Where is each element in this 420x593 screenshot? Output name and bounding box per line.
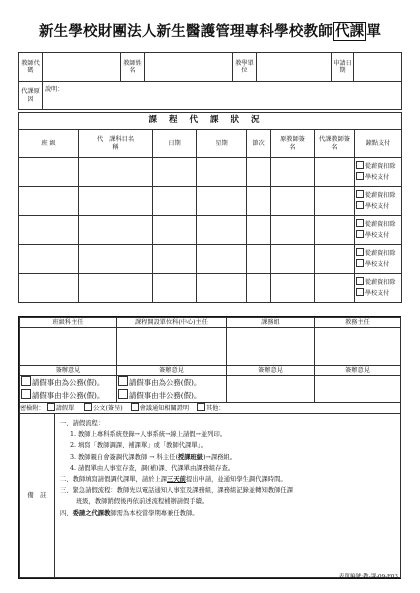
checkbox-attach-leave[interactable]: [47, 403, 55, 411]
note-line: 班級，教師銷假後再依前述流程補辦請假手續。: [76, 498, 209, 506]
sign-course-affairs[interactable]: [227, 328, 315, 366]
pay-salary-label: 從薪資扣除: [365, 192, 396, 199]
checkbox-attach-other[interactable]: [197, 403, 205, 411]
cell-subject[interactable]: [79, 187, 153, 216]
checkbox-school[interactable]: [356, 259, 364, 267]
table-row: [19, 216, 402, 245]
col-date: 日期: [153, 130, 197, 158]
cell-subject[interactable]: [79, 158, 153, 187]
cell-weekday[interactable]: [197, 187, 247, 216]
col-subject: 代 課科目名稱: [79, 130, 153, 158]
pay-salary-label: 從薪資扣除: [365, 163, 396, 170]
head-course-director: 課程開設單位科(中心)主任: [117, 318, 227, 328]
pay-school-label: 學校支付: [365, 290, 390, 297]
cell-period[interactable]: [247, 245, 271, 274]
cell-weekday[interactable]: [197, 245, 247, 274]
cell-sub-teacher[interactable]: [315, 274, 355, 303]
cell-date[interactable]: [153, 187, 197, 216]
cell-date[interactable]: [153, 216, 197, 245]
teaching-unit-field[interactable]: [257, 53, 332, 82]
note-line: 三、緊急請假流程：教師先以電話通知人事室及課務組，課務組記錄並轉知教師任課: [60, 487, 293, 495]
schedule-rows: [19, 158, 402, 303]
cell-sub-teacher[interactable]: [315, 158, 355, 187]
checkbox-leave-nonofficial-1[interactable]: [21, 389, 31, 399]
checkbox-attach-meeting[interactable]: [131, 403, 139, 411]
leave-official-2-label: 請假事由為公務(假)。: [129, 378, 202, 387]
pay-school-label: 學校支付: [365, 261, 390, 268]
sign-course-director[interactable]: [117, 328, 227, 366]
note-line: 2. 填寫「教師調課、補課單」或「教師代課單」。: [70, 442, 208, 450]
sign-class-director[interactable]: [20, 328, 117, 366]
cell-sub-teacher[interactable]: [315, 216, 355, 245]
cell-weekday[interactable]: [197, 158, 247, 187]
note-text: 師需為本校當學期專兼任教師。: [110, 509, 199, 517]
leave-nonofficial-1-label: 請假事由非公務(假)。: [32, 391, 105, 400]
attachments-row: [20, 403, 401, 414]
col-orig-teacher: 原教師簽 名: [271, 130, 315, 158]
checkbox-attach-document[interactable]: [84, 403, 92, 411]
cell-pay: [355, 216, 402, 245]
cell-orig-teacher[interactable]: [271, 245, 315, 274]
cell-period[interactable]: [247, 187, 271, 216]
cell-date[interactable]: [153, 245, 197, 274]
note-text: 二、教師填寫請假調代課單，請於上課: [60, 476, 168, 484]
schedule-table: [18, 112, 402, 303]
note-emphasis: 授課班級: [177, 453, 204, 461]
note-line: 一、請假流程：: [60, 420, 105, 427]
cell-weekday[interactable]: [197, 274, 247, 303]
teacher-name-label: 教師姓名: [121, 53, 145, 82]
notes-cell: [20, 414, 401, 578]
checkbox-school[interactable]: [356, 288, 364, 296]
cell-subject[interactable]: [79, 274, 153, 303]
form-title: [0, 20, 420, 41]
checkbox-salary[interactable]: [356, 161, 364, 169]
apply-date-field[interactable]: [354, 53, 402, 82]
checkbox-school[interactable]: [356, 172, 364, 180]
attach-leave-label: 請假單: [55, 405, 75, 413]
checkbox-salary[interactable]: [356, 190, 364, 198]
head-class-director: 班級科主任: [20, 318, 117, 328]
leave-official-1-label: 請假事由為公務(假)。: [32, 378, 105, 387]
form-number: 表單編號:教-課-09-F03: [338, 574, 398, 580]
note-line: [60, 474, 293, 485]
cell-sub-teacher[interactable]: [315, 245, 355, 274]
cell-date[interactable]: [153, 274, 197, 303]
opinion-2: 簽辦意見: [117, 366, 227, 376]
note-line: 1. 教師上專科系統登錄→人事系統→線上請假→並列印。: [70, 431, 227, 439]
attach-meeting-label: 會議通知相關證明: [139, 405, 190, 413]
sign-academic-director[interactable]: [315, 328, 401, 366]
header-table: [18, 52, 402, 110]
note-text: 提出申請，並通知學生調代課時間。: [185, 476, 287, 484]
cell-pay: [355, 187, 402, 216]
leave-blank-4[interactable]: [315, 376, 401, 403]
note-line: 4. 請假單由人事室存查，調(補)課、代課單由課務組存查。: [70, 464, 235, 472]
apply-date-label: 申請日期: [332, 53, 354, 82]
table-row: [19, 274, 402, 303]
cell-sub-teacher[interactable]: [315, 187, 355, 216]
teaching-unit-label: 教學單位: [233, 53, 257, 82]
col-pay: 鐘點支付: [355, 130, 402, 158]
cell-date[interactable]: [153, 158, 197, 187]
pay-school-label: 學校支付: [365, 232, 390, 239]
checkbox-leave-official-2[interactable]: [118, 376, 128, 386]
cell-orig-teacher[interactable]: [271, 274, 315, 303]
cell-pay: [355, 245, 402, 274]
cell-orig-teacher[interactable]: [271, 187, 315, 216]
table-row: [19, 245, 402, 274]
checkbox-leave-nonofficial-2[interactable]: [118, 389, 128, 399]
opinion-3: 簽辦意見: [227, 366, 315, 376]
title-tail: 單: [366, 23, 382, 40]
pay-salary-label: 從薪資扣除: [365, 250, 396, 257]
note-emphasis: 三天前: [167, 476, 186, 484]
cell-class[interactable]: [19, 216, 79, 245]
cell-class[interactable]: [19, 245, 79, 274]
cell-class[interactable]: [19, 274, 79, 303]
table-row: [19, 187, 402, 216]
col-period: 節次: [247, 130, 271, 158]
leave-options-2: [117, 376, 227, 403]
cell-class[interactable]: [19, 158, 79, 187]
head-academic-director: 教務主任: [315, 318, 401, 328]
title-boxed: 代課: [334, 23, 365, 40]
note-text: 3. 教師親自會簽調代課教師 → 科主任(: [70, 453, 178, 461]
col-class: 班 級: [19, 130, 79, 158]
reason-field[interactable]: [43, 82, 402, 110]
checkbox-salary[interactable]: [356, 248, 364, 256]
table-row: [19, 158, 402, 187]
attachments-label: 密檢附：: [20, 405, 45, 413]
pay-salary-label: 從薪資扣除: [365, 279, 396, 286]
cell-pay: [355, 274, 402, 303]
cell-period[interactable]: [247, 216, 271, 245]
checkbox-school[interactable]: [356, 230, 364, 238]
approval-table: [19, 317, 401, 578]
checkbox-salary[interactable]: [356, 219, 364, 227]
notes-label: 備 註: [20, 414, 55, 577]
note-text: )→課務組。: [203, 453, 237, 461]
checkbox-school[interactable]: [356, 201, 364, 209]
col-sub-teacher: 代課教師簽名: [315, 130, 355, 158]
cell-period[interactable]: [247, 274, 271, 303]
cell-period[interactable]: [247, 158, 271, 187]
cell-orig-teacher[interactable]: [271, 216, 315, 245]
attach-document-label: 公文(簽呈): [93, 405, 123, 413]
title-main: 新生學校財團法人新生醫護管理專科學校教師: [38, 23, 333, 40]
cell-subject[interactable]: [79, 245, 153, 274]
teacher-code-label: 教師代碼: [19, 53, 43, 82]
head-course-affairs: 課務組: [227, 318, 315, 328]
teacher-name-field[interactable]: [145, 53, 233, 82]
pay-salary-label: 從薪資扣除: [365, 221, 396, 228]
cell-subject[interactable]: [79, 216, 153, 245]
leave-nonofficial-2-label: 請假事由非公務(假)。: [129, 391, 202, 400]
cell-class[interactable]: [19, 187, 79, 216]
section-title: 課程代課狀況: [19, 113, 402, 130]
opinion-1: 簽辦意見: [20, 366, 117, 376]
note-line: [60, 452, 293, 463]
note-emphasis: 委請之代課教: [72, 509, 111, 517]
notes-content: [55, 414, 293, 577]
cell-orig-teacher[interactable]: [271, 158, 315, 187]
pay-school-label: 學校支付: [365, 203, 390, 210]
note-line: [60, 508, 293, 519]
note-text: 四、: [60, 509, 73, 517]
explain-label: 說明：: [45, 86, 64, 93]
attach-other-label: 其他：: [205, 405, 225, 413]
cell-weekday[interactable]: [197, 216, 247, 245]
leave-blank-3[interactable]: [227, 376, 315, 403]
checkbox-salary[interactable]: [356, 277, 364, 285]
teacher-code-field[interactable]: [43, 53, 121, 82]
checkbox-leave-official-1[interactable]: [21, 376, 31, 386]
opinion-4: 簽辦意見: [315, 366, 401, 376]
cell-pay: [355, 158, 402, 187]
col-weekday: 星期: [197, 130, 247, 158]
leave-options-1: [20, 376, 117, 403]
reason-label: 代課原因: [19, 82, 43, 110]
pay-school-label: 學校支付: [365, 174, 390, 181]
